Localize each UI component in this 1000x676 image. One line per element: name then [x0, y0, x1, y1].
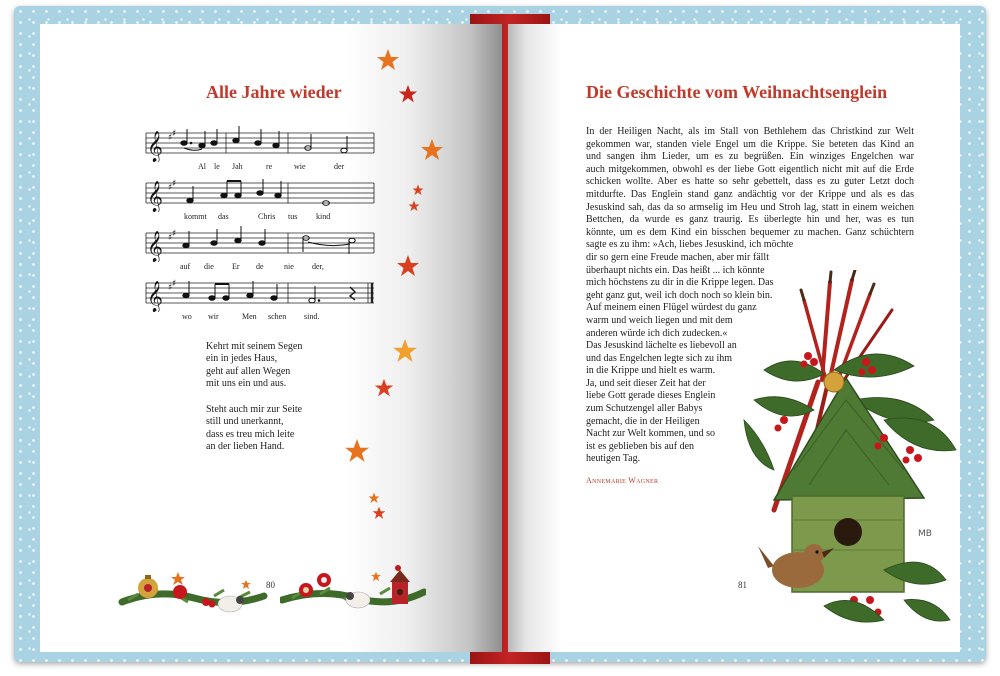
- story-title: Die Geschichte vom Weihnachtsenglein: [586, 82, 888, 102]
- svg-text:𝄞: 𝄞: [147, 231, 163, 262]
- page-number-right: 81: [738, 580, 747, 590]
- music-staff-3: [142, 224, 378, 262]
- svg-text:♯: ♯: [172, 229, 177, 239]
- holly-garland-icon: [118, 566, 268, 616]
- poem-stanza-2: Steht auch mir zur Seite still und unerkannt, dass es treu mich leite an der lieben Hand.: [206, 404, 303, 453]
- star-icon: [412, 184, 424, 196]
- story-author: Annemarie Wagner: [586, 476, 659, 485]
- star-icon: [408, 200, 420, 212]
- music-staff-4: [142, 274, 378, 312]
- lyric-line-1: Al le Jah re wie der: [198, 162, 345, 171]
- star-icon: [420, 138, 444, 162]
- star-icon: [392, 338, 418, 364]
- page-number-left: 80: [266, 580, 275, 590]
- star-icon: [344, 438, 370, 464]
- birdhouse-illustration: [734, 270, 960, 630]
- song-title: Alle Jahre wieder: [206, 82, 342, 102]
- left-page: [40, 24, 502, 652]
- star-icon: [398, 84, 418, 104]
- star-icon: [374, 378, 394, 398]
- lyric-line-3: auf die Er de nie der,: [180, 262, 324, 271]
- lyric-line-2: kommt das Chris tus kind: [184, 212, 331, 221]
- svg-text:♯: ♯: [168, 233, 173, 243]
- svg-text:♯: ♯: [168, 183, 173, 193]
- svg-text:♯: ♯: [168, 133, 173, 143]
- lyric-line-4: wo wir Men schen sind.: [182, 312, 320, 321]
- svg-text:𝄞: 𝄞: [147, 181, 163, 212]
- star-icon: [376, 48, 400, 72]
- star-icon: [372, 506, 386, 520]
- poem-stanza-1: Kehrt mit seinem Segen ein in jedes Haus, geht auf allen Wegen mit uns ein und aus.: [206, 341, 303, 390]
- svg-text:♯: ♯: [172, 279, 177, 289]
- treble-clef-icon: 𝄞: [147, 131, 163, 162]
- svg-text:♯: ♯: [172, 129, 177, 139]
- holly-garland-icon: [280, 562, 426, 616]
- svg-text:♯: ♯: [168, 283, 173, 293]
- star-icon: [368, 492, 380, 504]
- music-staff-1: [142, 124, 378, 162]
- svg-text:MB: MB: [918, 529, 932, 539]
- music-staff-2: [142, 174, 378, 212]
- story-text: In der Heiligen Nacht, als im Stall von Bethlehem das Christkind zur Welt gekommen war, standen viele Engel um die Krippe. Sie beteten das Kind an und sangen ihm Lieder, um es zu begrüßen. Ein winziges Engelchen war auch mitgekommen, obwohl es der liebe Gott eigentlich nicht mit auf die Erde schicken wollte. Aber es hatte so sehr gebettelt, dass es zu guter Letzt doch mitdurfte. Das Englein stand ganz andächtig vor der Krippe und als es das Jesuskind sah, das da so armselig im Heu und Stroh lag, statt in einem weichen Bettchen, da wurde es ganz traurig. Es überlegte hin und her, was es tun könnte, um es dem Kind ein bisschen bequemer zu machen. Ganz schüchtern sagte es zu ihm: »Ach, liebes Jesuskind, ich möchte dir so gern eine Freude machen, aber mir fällt überhaupt nichts ein. Das heißt ... ich könnte mich höchstens zu dir in die Krippe legen. Das geht ganz gut, weil ich doch noch so klein bin. Auf meinem einen Flügel würdest du ganz warm und weich liegen und mit dem anderen würde ich dich zudecken.« Das Jesuskind lächelte es liebevoll an und das Engelchen legte sich zu ihm in die Krippe und hielt es warm. Ja, und seit dieser Zeit hat der liebe Gott gerade dieses Englein zum Schutzengel aller Babys gemacht, die in der Heiligen Nacht zur Welt kommen, und so ist es geblieben bis auf den heutigen Tag.: [586, 126, 914, 465]
- svg-text:𝄞: 𝄞: [147, 281, 163, 312]
- star-icon: [396, 254, 420, 278]
- svg-text:♯: ♯: [172, 179, 177, 189]
